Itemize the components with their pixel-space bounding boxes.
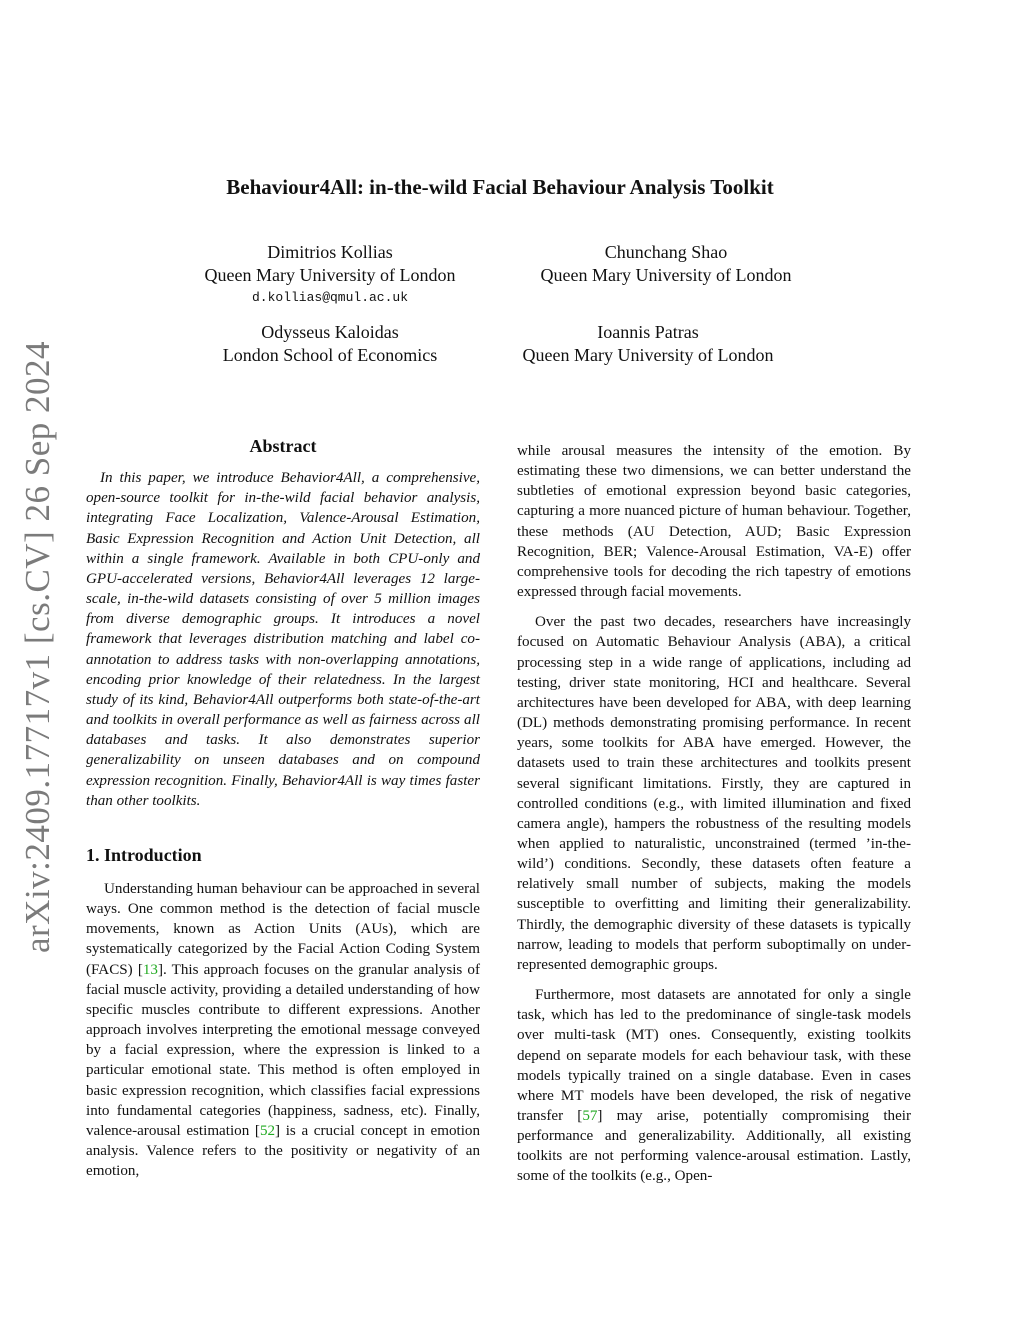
- paper-title: Behaviour4All: in-the-wild Facial Behaviour Analysis Toolkit: [226, 175, 774, 199]
- author-affiliation: London School of Economics: [222, 345, 438, 365]
- introduction-paragraph-1: [86, 879, 480, 1181]
- introduction-paragraph-2: while arousal measures the intensity of the emotion. By estimating these two dimensions, we can better understand the subtleties of emotional expression beyond basic categories, capturing a more nuanced picture of human behaviour. Together, these methods (AU Detection, AUD; Basic Expression Recognition, BER; Valence-Arousal Estimation, VA-E) offer comprehensive tools for decoding the rich tapestry of emotions expressed through facial movements.: [517, 443, 911, 601]
- abstract-text: In this paper, we introduce Behavior4All, a comprehensive, open-source toolkit for in-the-wild facial behavior analysis, integrating Face Localization, Valence-Arousal Estimation, Basic Expression Recognition and Action Unit Detection, all within a single framework. Available in both CPU-only and GPU-accelerated versions, Behavior4All leverages 12 large-scale, in-the-wild datasets consisting of over 5 million images from diverse demographic groups. It introduces a novel framework that leverages distribution matching and label co-annotation to address tasks with non-overlapping annotations, encoding prior knowledge of their relatedness. In the largest study of its kind, Behavior4All outperforms both state-of-the-art and toolkits in overall performance as well as fairness across all databases and tasks. It also demonstrates superior generalizability on unseen databases and on compound expression recognition. Finally, Behavior4All is way times faster than other toolkits.: [86, 470, 480, 809]
- right-column: [517, 441, 911, 1187]
- abstract-heading: Abstract: [249, 436, 317, 456]
- arxiv-identifier-stamp: [14, 340, 62, 954]
- introduction-paragraph-3: Over the past two decades, researchers have increasingly focused on Automatic Behaviour Analysis (ABA), a critical processing step in a wide range of applications, including ad testing, driver state monitoring, HCI and healthcare. Several architectures have been developed for ABA, with deep learning (DL) methods demonstrating promising performance. In recent years, some toolkits for ABA have emerged. However, the datasets used to train these architectures and toolkits present several significant limitations. Firstly, they are captured in controlled conditions (e.g., with limited illumination and fixed camera angle), hampers the robustness of the resulting models when applied to naturalistic, unconstrained (termed ’in-the-wild’) conditions. Secondly, these datasets often feature a relatively small number of subjects, making the models susceptible to overfitting and limiting their generalizability. Thirdly, the demographic diversity of these datasets is typically narrow, leading to models that perform suboptimally on under-represented demographic groups.: [517, 614, 911, 973]
- author-affiliation: Queen Mary University of London: [540, 265, 792, 285]
- paragraph-text: ] is a crucial concept in emotion analysis. Valence refers to the positivity or negativity of an emotion,: [86, 1122, 480, 1180]
- citation-link[interactable]: 57: [582, 1108, 598, 1124]
- author-email[interactable]: d.kollias@qmul.ac.uk: [251, 290, 409, 305]
- author-block-2: [496, 241, 836, 287]
- introduction-paragraph-4: [517, 985, 911, 1187]
- left-column: [86, 432, 480, 1181]
- citation-link[interactable]: 13: [142, 961, 158, 978]
- paragraph-text: Understanding human behaviour can be approached in several ways. One common method is the detection of facial muscle movements, known as Action Units (AUs), which are systematically categorized by the Facial Action Coding System (FACS) [: [86, 880, 480, 978]
- paragraph-text: ] may arise, potentially compromising their performance and generalizability. Additionally, all existing toolkits are not performing valence-arousal estimation. Lastly, some of the toolkits (e.g., Open-: [517, 1108, 911, 1185]
- arxiv-identifier: arXiv:2409.17717v1 [cs.CV] 26 Sep 2024: [18, 340, 58, 954]
- author-affiliation: Queen Mary University of London: [204, 265, 456, 285]
- author-affiliation: Queen Mary University of London: [522, 345, 774, 365]
- author-name: Odysseus Kaloidas: [261, 322, 399, 342]
- author-name: Chunchang Shao: [604, 242, 728, 262]
- paragraph-text: ]. This approach focuses on the granular analysis of facial muscle activity, providing a detailed understanding of how specific muscles contribute to different expressions. Another approach involves interpreting the emotional message conveyed by a facial expression, where the expression is linked to a particular emotional state. This method is often employed in basic expression recognition, which classifies facial expressions into fundamental categories (happiness, sadness, etc). Finally, valence-arousal estimation [: [86, 961, 480, 1139]
- introduction-heading: 1. Introduction: [86, 844, 202, 865]
- author-block-3: [160, 321, 500, 367]
- author-name: Ioannis Patras: [597, 322, 699, 342]
- author-block-4: [478, 321, 818, 367]
- citation-link[interactable]: 52: [259, 1122, 276, 1139]
- author-block-1: [160, 241, 500, 309]
- paragraph-text: Furthermore, most datasets are annotated for only a single task, which has led to the predominance of single-task models over multi-task (MT) ones. Consequently, existing toolkits depend on separate models for each behaviour task, with these models typically trained on a single database. Even in cases where MT models have been developed, the risk of negative transfer [: [517, 987, 911, 1124]
- author-name: Dimitrios Kollias: [267, 242, 393, 262]
